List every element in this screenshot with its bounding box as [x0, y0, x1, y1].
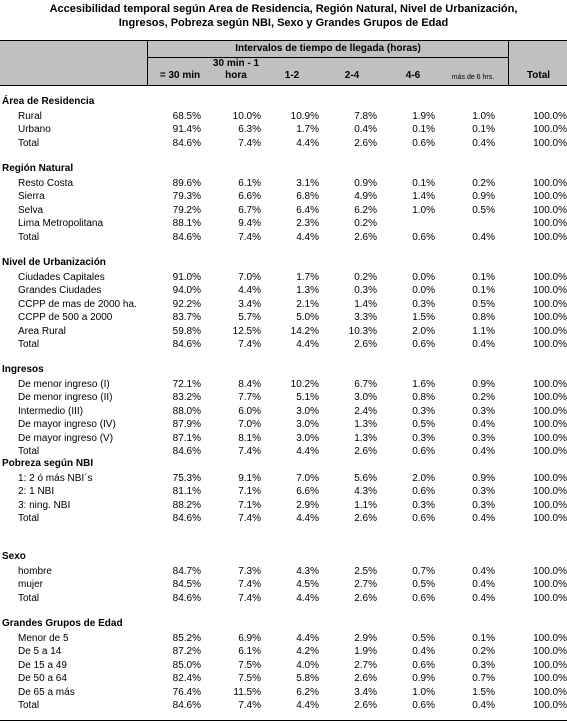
table-cell: 5.1% — [296, 392, 319, 403]
table-cell: 0.3% — [472, 500, 495, 511]
table-cell: 2.6% — [354, 593, 377, 604]
section-title: Nivel de Urbanización — [2, 257, 106, 268]
row-label: Intermedio (III) — [18, 406, 84, 417]
table-cell: 10.3% — [348, 326, 377, 337]
table-cell: 100.0% — [533, 446, 567, 457]
table-cell: 2.3% — [296, 218, 319, 229]
table-cell: 1.5% — [412, 312, 435, 323]
table-bottom-rule — [0, 720, 567, 721]
row-label: Total — [18, 138, 40, 149]
table-cell: 100.0% — [533, 326, 567, 337]
table-cell: 4.4% — [296, 633, 319, 644]
table-cell: 1.3% — [354, 433, 377, 444]
table-cell: 81.1% — [172, 486, 201, 497]
table-cell: 0.3% — [412, 433, 435, 444]
table-cell: 0.2% — [472, 178, 495, 189]
table-cell: 0.1% — [412, 178, 435, 189]
table-cell: 100.0% — [533, 646, 567, 657]
table-cell: 100.0% — [533, 687, 567, 698]
table-cell: 4.9% — [354, 191, 377, 202]
table-cell: 79.2% — [172, 205, 201, 216]
table-cell: 79.3% — [172, 191, 201, 202]
table-cell: 11.5% — [233, 687, 261, 698]
table-cell: 0.9% — [354, 178, 377, 189]
row-label: Sierra — [18, 191, 45, 202]
table-cell: 0.4% — [472, 579, 495, 590]
table-cell: 7.5% — [238, 673, 261, 684]
table-cell: 1.0% — [472, 111, 495, 122]
row-label: De 15 a 49 — [18, 660, 67, 671]
table-cell: 4.5% — [296, 579, 319, 590]
table-cell: 4.4% — [238, 285, 261, 296]
table-cell: 6.2% — [354, 205, 377, 216]
table-cell: 5.0% — [296, 312, 319, 323]
table-cell: 9.4% — [238, 218, 261, 229]
row-label: Total — [18, 339, 40, 350]
table-cell: 7.3% — [238, 566, 261, 577]
table-cell: 82.4% — [172, 673, 201, 684]
table-cell: 6.3% — [238, 124, 261, 135]
col-header-30min: = 30 min — [159, 70, 201, 81]
table-cell: 100.0% — [533, 593, 567, 604]
table-cell: 100.0% — [533, 218, 567, 229]
table-cell: 2.0% — [412, 326, 435, 337]
table-cell: 100.0% — [533, 486, 567, 497]
table-cell: 100.0% — [533, 700, 567, 711]
table-cell: 0.9% — [472, 473, 495, 484]
table-cell: 92.2% — [172, 299, 201, 310]
table-cell: 88.2% — [172, 500, 201, 511]
table-cell: 7.4% — [238, 446, 261, 457]
table-cell: 2.0% — [412, 473, 435, 484]
row-label: 2: 1 NBI — [18, 486, 55, 497]
table-cell: 0.3% — [472, 406, 495, 417]
table-cell: 91.0% — [172, 272, 201, 283]
table-cell: 0.6% — [412, 660, 435, 671]
table-cell: 14.2% — [290, 326, 319, 337]
table-cell: 1.4% — [412, 191, 435, 202]
table-cell: 0.8% — [412, 392, 435, 403]
table-cell: 2.4% — [354, 406, 377, 417]
table-cell: 83.2% — [172, 392, 201, 403]
table-cell: 100.0% — [533, 285, 567, 296]
table-cell: 0.4% — [354, 124, 377, 135]
table-cell: 0.1% — [412, 124, 435, 135]
table-cell: 100.0% — [533, 473, 567, 484]
table-cell: 0.5% — [472, 205, 495, 216]
table-cell: 100.0% — [533, 566, 567, 577]
table-cell: 2.7% — [354, 660, 377, 671]
table-cell: 76.4% — [172, 687, 201, 698]
table-cell: 7.4% — [238, 138, 261, 149]
table-cell: 0.9% — [412, 673, 435, 684]
table-cell: 7.7% — [238, 392, 261, 403]
table-cell: 6.6% — [296, 486, 319, 497]
table-cell: 100.0% — [533, 406, 567, 417]
row-label: CCPP de 500 a 2000 — [18, 312, 113, 323]
table-cell: 0.6% — [412, 513, 435, 524]
row-label: 3: ning. NBI — [18, 500, 71, 511]
section-title: Sexo — [2, 551, 26, 562]
table-cell: 100.0% — [533, 124, 567, 135]
table-cell: 2.5% — [354, 566, 377, 577]
table-cell: 91.4% — [172, 124, 201, 135]
table-cell: 1.5% — [472, 687, 495, 698]
table-cell: 84.5% — [172, 579, 201, 590]
table-cell: 7.4% — [238, 700, 261, 711]
table-cell: 6.9% — [238, 633, 261, 644]
table-header — [0, 40, 567, 86]
table-cell: 0.6% — [412, 232, 435, 243]
table-cell: 0.5% — [472, 299, 495, 310]
table-cell: 100.0% — [533, 392, 567, 403]
table-cell: 7.4% — [238, 579, 261, 590]
col-header-1-2: 1-2 — [284, 70, 300, 81]
row-label: hombre — [18, 566, 52, 577]
table-cell: 84.6% — [172, 446, 201, 457]
table-cell: 84.6% — [172, 339, 201, 350]
table-cell: 3.0% — [296, 433, 319, 444]
col-header-total: Total — [526, 70, 551, 81]
table-cell: 0.4% — [472, 446, 495, 457]
table-cell: 0.9% — [472, 191, 495, 202]
table-cell: 1.9% — [354, 646, 377, 657]
table-cell: 2.7% — [354, 579, 377, 590]
table-cell: 1.7% — [296, 124, 319, 135]
table-cell: 0.6% — [412, 700, 435, 711]
table-cell: 1.7% — [296, 272, 319, 283]
table-cell: 6.7% — [238, 205, 261, 216]
table-title-line-2: Ingresos, Pobreza según NBI, Sexo y Grandes Grupos de Edad — [118, 17, 449, 29]
row-label: Resto Costa — [18, 178, 74, 189]
table-cell: 100.0% — [533, 138, 567, 149]
table-cell: 0.4% — [472, 700, 495, 711]
table-cell: 1.3% — [296, 285, 319, 296]
table-cell: 84.6% — [172, 593, 201, 604]
table-cell: 0.3% — [412, 500, 435, 511]
table-cell: 84.7% — [172, 566, 201, 577]
table-cell: 6.1% — [238, 646, 261, 657]
table-cell: 2.6% — [354, 138, 377, 149]
table-cell: 3.4% — [238, 299, 261, 310]
table-cell: 2.1% — [296, 299, 319, 310]
row-label: Grandes Ciudades — [18, 285, 102, 296]
table-cell: 1.0% — [412, 687, 435, 698]
table-cell: 0.7% — [412, 566, 435, 577]
row-label: Total — [18, 232, 40, 243]
table-cell: 0.3% — [354, 285, 377, 296]
row-label: De menor ingreso (II) — [18, 392, 113, 403]
row-label: Total — [18, 446, 40, 457]
table-cell: 7.0% — [238, 419, 261, 430]
row-label: Selva — [18, 205, 44, 216]
col-header-mas-6: más de 6 hrs. — [451, 74, 495, 81]
table-cell: 0.7% — [472, 673, 495, 684]
table-cell: 2.6% — [354, 700, 377, 711]
table-cell: 0.1% — [472, 124, 495, 135]
section-title: Grandes Grupos de Edad — [2, 618, 123, 629]
row-label: Ciudades Capitales — [18, 272, 105, 283]
table-cell: 3.0% — [296, 419, 319, 430]
table-cell: 87.9% — [172, 419, 201, 430]
table-cell: 85.2% — [172, 633, 201, 644]
table-cell: 9.1% — [238, 473, 261, 484]
table-cell: 0.3% — [412, 406, 435, 417]
table-cell: 0.4% — [472, 593, 495, 604]
row-label: Total — [18, 593, 40, 604]
table-cell: 0.2% — [354, 218, 377, 229]
row-label: Rural — [18, 111, 42, 122]
table-cell: 84.6% — [172, 232, 201, 243]
table-cell: 4.4% — [296, 593, 319, 604]
table-cell: 87.2% — [172, 646, 201, 657]
table-cell: 4.3% — [296, 566, 319, 577]
table-cell: 100.0% — [533, 500, 567, 511]
table-cell: 0.1% — [472, 285, 495, 296]
table-cell: 100.0% — [533, 433, 567, 444]
table-cell: 7.8% — [354, 111, 377, 122]
table-cell: 100.0% — [533, 232, 567, 243]
table-cell: 4.4% — [296, 339, 319, 350]
row-label: Area Rural — [18, 326, 66, 337]
table-cell: 89.6% — [172, 178, 201, 189]
table-cell: 5.6% — [354, 473, 377, 484]
table-cell: 100.0% — [533, 419, 567, 430]
row-label: De 5 a 14 — [18, 646, 62, 657]
table-cell: 0.8% — [472, 312, 495, 323]
row-label: De mayor ingreso (IV) — [18, 419, 116, 430]
table-cell: 5.7% — [238, 312, 261, 323]
table-cell: 6.7% — [354, 379, 377, 390]
table-cell: 68.5% — [172, 111, 201, 122]
table-cell: 0.2% — [354, 272, 377, 283]
table-cell: 0.3% — [412, 299, 435, 310]
interval-group-header: Intervalos de tiempo de llegada (horas) — [235, 43, 421, 54]
table-cell: 100.0% — [533, 660, 567, 671]
table-cell: 6.4% — [296, 205, 319, 216]
table-cell: 100.0% — [533, 312, 567, 323]
table-cell: 1.0% — [412, 205, 435, 216]
table-cell: 0.9% — [472, 379, 495, 390]
table-cell: 0.3% — [472, 660, 495, 671]
table-cell: 100.0% — [533, 299, 567, 310]
row-label: Total — [18, 513, 40, 524]
table-cell: 2.6% — [354, 673, 377, 684]
table-cell: 88.1% — [172, 218, 201, 229]
table-cell: 87.1% — [172, 433, 201, 444]
table-cell: 3.0% — [354, 392, 377, 403]
table-cell: 7.1% — [238, 500, 261, 511]
table-cell: 100.0% — [533, 111, 567, 122]
table-cell: 2.6% — [354, 339, 377, 350]
table-cell: 0.2% — [472, 392, 495, 403]
table-cell: 7.1% — [238, 486, 261, 497]
table-cell: 2.6% — [354, 232, 377, 243]
table-cell: 0.3% — [472, 486, 495, 497]
row-label: Menor de 5 — [18, 633, 69, 644]
table-cell: 100.0% — [533, 379, 567, 390]
table-cell: 100.0% — [533, 673, 567, 684]
table-cell: 72.1% — [172, 379, 201, 390]
table-title-line-1: Accesibilidad temporal según Area de Residencia, Región Natural, Nivel de Urbanización, — [49, 3, 518, 15]
table-cell: 84.6% — [172, 513, 201, 524]
table-cell: 7.0% — [238, 272, 261, 283]
table-cell: 10.2% — [290, 379, 319, 390]
table-cell: 84.6% — [172, 700, 201, 711]
table-cell: 2.6% — [354, 446, 377, 457]
table-cell: 0.3% — [472, 433, 495, 444]
row-label: 1: 2 ó más NBI´s — [18, 473, 93, 484]
table-cell: 4.4% — [296, 138, 319, 149]
table-cell: 100.0% — [533, 579, 567, 590]
table-cell: 0.4% — [472, 232, 495, 243]
table-cell: 100.0% — [533, 205, 567, 216]
table-cell: 0.4% — [472, 419, 495, 430]
table-cell: 100.0% — [533, 633, 567, 644]
row-label: De mayor ingreso (V) — [18, 433, 114, 444]
table-cell: 1.9% — [412, 111, 435, 122]
table-cell: 0.5% — [412, 633, 435, 644]
table-cell: 75.3% — [172, 473, 201, 484]
table-cell: 0.4% — [472, 339, 495, 350]
table-cell: 0.2% — [472, 646, 495, 657]
row-label: Urbano — [18, 124, 51, 135]
table-cell: 0.4% — [412, 646, 435, 657]
section-title: Área de Residencia — [2, 96, 95, 107]
table-cell: 10.0% — [232, 111, 261, 122]
table-cell: 4.3% — [354, 486, 377, 497]
row-label: Total — [18, 700, 40, 711]
table-cell: 1.4% — [354, 299, 377, 310]
table-cell: 8.1% — [238, 433, 261, 444]
table-cell: 6.1% — [238, 178, 261, 189]
table-cell: 83.7% — [172, 312, 201, 323]
table-cell: 4.4% — [296, 513, 319, 524]
table-cell: 100.0% — [533, 339, 567, 350]
section-title: Región Natural — [2, 163, 74, 174]
table-cell: 7.4% — [238, 593, 261, 604]
table-cell: 0.4% — [472, 138, 495, 149]
table-cell: 6.2% — [296, 687, 319, 698]
row-label: De 65 a más — [18, 687, 75, 698]
table-cell: 6.8% — [296, 191, 319, 202]
row-label: mujer — [18, 579, 44, 590]
col-header-4-6: 4-6 — [405, 70, 421, 81]
table-cell: 100.0% — [533, 191, 567, 202]
row-label: De menor ingreso (I) — [18, 379, 110, 390]
table-cell: 4.2% — [296, 646, 319, 657]
table-cell: 10.9% — [290, 111, 319, 122]
table-cell: 3.0% — [296, 406, 319, 417]
table-cell: 3.4% — [354, 687, 377, 698]
section-title: Ingresos — [2, 364, 44, 375]
table-cell: 6.6% — [238, 191, 261, 202]
table-cell: 1.1% — [354, 500, 377, 511]
table-cell: 88.0% — [172, 406, 201, 417]
table-cell: 4.0% — [296, 660, 319, 671]
table-cell: 59.8% — [172, 326, 201, 337]
table-cell: 4.4% — [296, 446, 319, 457]
table-cell: 2.6% — [354, 513, 377, 524]
table-cell: 1.3% — [354, 419, 377, 430]
table-cell: 4.4% — [296, 232, 319, 243]
table-cell: 85.0% — [172, 660, 201, 671]
table-cell: 0.4% — [472, 566, 495, 577]
table-cell: 94.0% — [172, 285, 201, 296]
table-cell: 12.5% — [232, 326, 261, 337]
table-cell: 7.4% — [238, 232, 261, 243]
table-cell: 3.3% — [354, 312, 377, 323]
table-cell: 7.5% — [238, 660, 261, 671]
table-cell: 2.9% — [354, 633, 377, 644]
table-cell: 0.0% — [412, 272, 435, 283]
table-cell: 6.0% — [238, 406, 261, 417]
table-cell: 0.6% — [412, 339, 435, 350]
table-cell: 2.9% — [296, 500, 319, 511]
col-header-30min-1h: 30 min - 1 hora — [212, 58, 260, 81]
row-label: Lima Metropolitana — [18, 218, 104, 229]
table-cell: 0.6% — [412, 138, 435, 149]
section-title: Pobreza según NBI — [2, 458, 94, 469]
col-header-2-4: 2-4 — [344, 70, 360, 81]
table-cell: 1.6% — [412, 379, 435, 390]
table-cell: 0.6% — [412, 593, 435, 604]
table-cell: 7.0% — [296, 473, 319, 484]
table-cell: 100.0% — [533, 513, 567, 524]
table-cell: 8.4% — [238, 379, 261, 390]
table-cell: 0.5% — [412, 579, 435, 590]
table-cell: 100.0% — [533, 272, 567, 283]
table-cell: 84.6% — [172, 138, 201, 149]
table-cell: 0.1% — [472, 633, 495, 644]
table-cell: 7.4% — [238, 513, 261, 524]
table-cell: 4.4% — [296, 700, 319, 711]
table-cell: 0.1% — [472, 272, 495, 283]
table-cell: 3.1% — [296, 178, 319, 189]
table-cell: 1.1% — [472, 326, 495, 337]
table-cell: 100.0% — [533, 178, 567, 189]
table-cell: 0.4% — [472, 513, 495, 524]
table-cell: 0.6% — [412, 446, 435, 457]
table-cell: 0.0% — [412, 285, 435, 296]
table-cell: 0.6% — [412, 486, 435, 497]
table-cell: 0.5% — [412, 419, 435, 430]
row-label: De 50 a 64 — [18, 673, 67, 684]
row-label: CCPP de mas de 2000 ha. — [18, 299, 137, 310]
table-cell: 5.8% — [296, 673, 319, 684]
table-cell: 7.4% — [238, 339, 261, 350]
